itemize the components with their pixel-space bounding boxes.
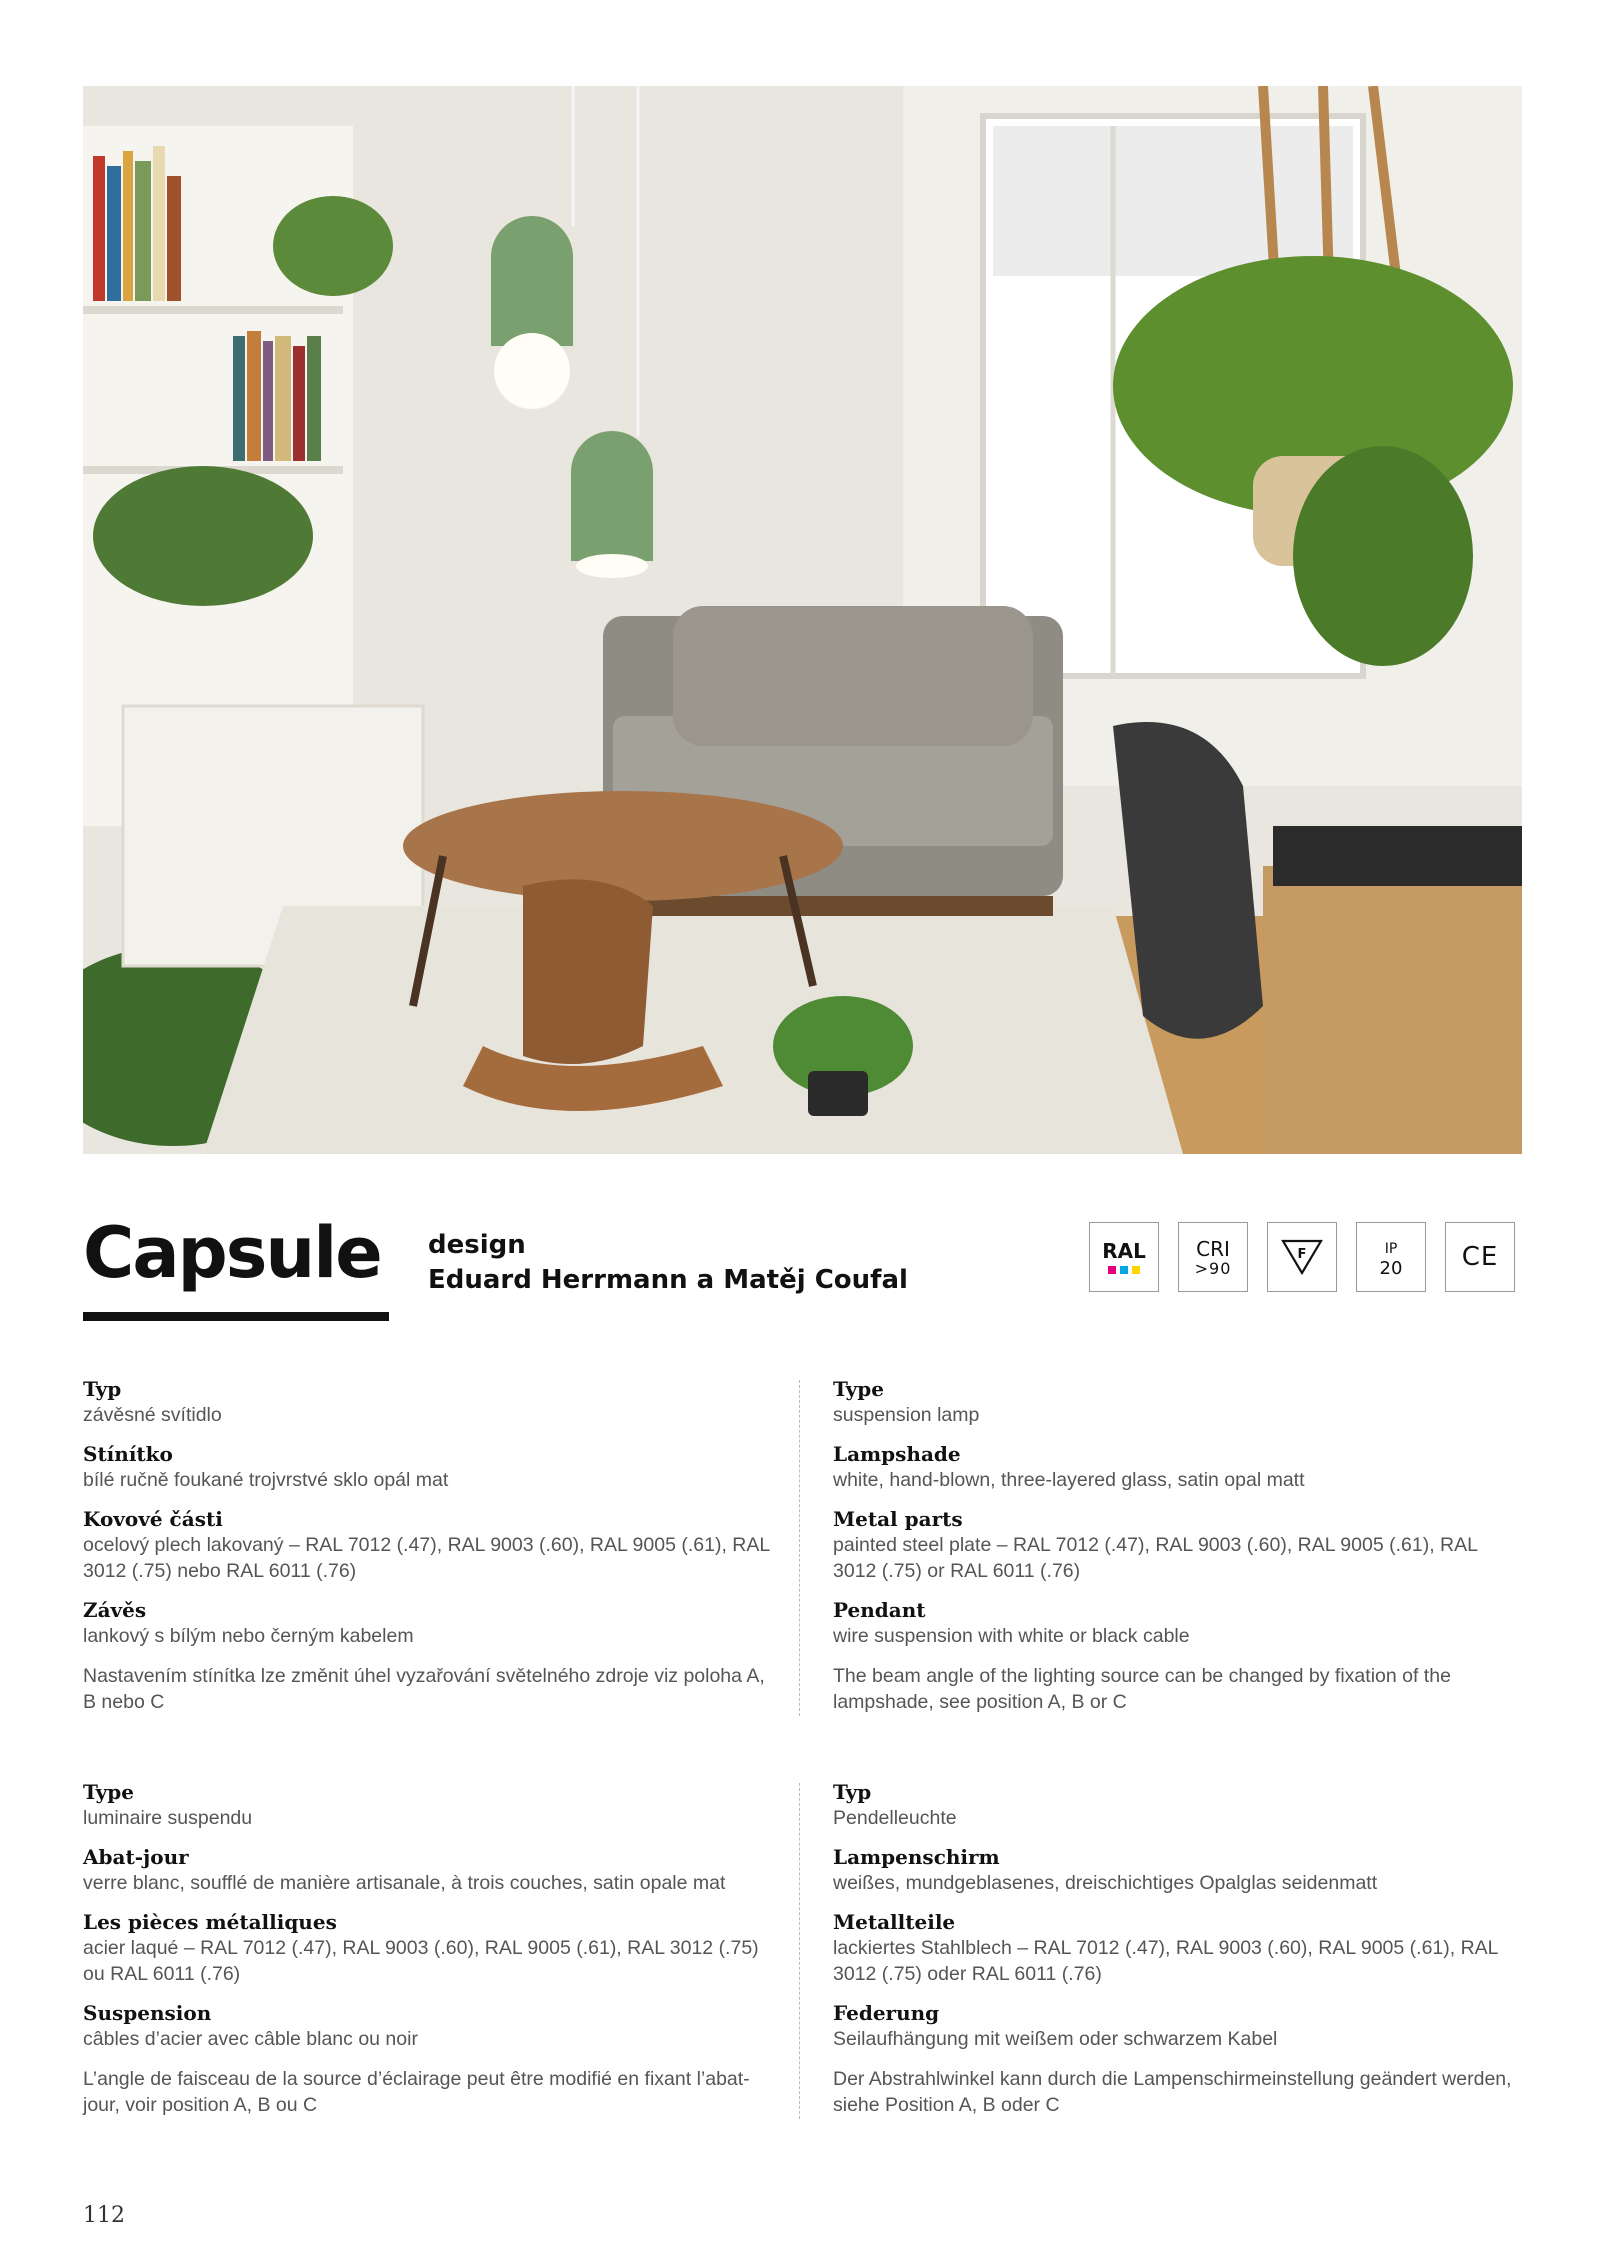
spec-label: Pendant [833, 1598, 926, 1622]
spec-value: Seilaufhängung mit weißem oder schwarzem Kabel [833, 2028, 1278, 2050]
spec-note: L’angle de faisceau de la source d’éclairage peut être modifié en fixant l’abat-jour, voir position A, B ou C [83, 2068, 750, 2116]
design-credit [428, 1228, 908, 1298]
designer-names: Eduard Herrmann a Matěj Coufal [428, 1265, 908, 1295]
spec-label: Metallteile [833, 1910, 956, 1934]
spec-value: lackiertes Stahlblech – RAL 7012 (.47), RAL 9003 (.60), RAL 9005 (.61), RAL 3012 (.75) oder RAL 6011 (.76) [833, 1937, 1498, 1985]
certification-badges [1089, 1222, 1515, 1292]
spec-column-cz [83, 1377, 773, 1715]
spec-value: acier laqué – RAL 7012 (.47), RAL 9003 (.60), RAL 9005 (.61), RAL 3012 (.75) ou RAL 6011 (.76) [83, 1937, 759, 1985]
spec-item [83, 1442, 773, 1493]
ip-badge [1356, 1222, 1426, 1292]
spec-item [833, 1598, 1523, 1649]
spec-item [83, 2001, 773, 2052]
cri-label: CRI [1196, 1236, 1230, 1261]
spec-label: Lampshade [833, 1442, 961, 1466]
yellow-swatch [1132, 1266, 1140, 1274]
spec-label: Závěs [83, 1598, 147, 1622]
ral-badge-label: RAL [1102, 1239, 1146, 1263]
spec-label: Abat-jour [83, 1845, 189, 1869]
spec-column-de [833, 1780, 1523, 2118]
spec-value: luminaire suspendu [83, 1807, 253, 1829]
spec-item [833, 1442, 1523, 1493]
page-number: 112 [83, 2203, 125, 2228]
design-label: design [428, 1230, 526, 1260]
spec-item [833, 1377, 1523, 1428]
column-divider [799, 1783, 800, 2119]
magenta-swatch [1108, 1266, 1116, 1274]
spec-value: závěsné svítidlo [83, 1404, 222, 1426]
interior-photo [83, 86, 1522, 1154]
cyan-swatch [1120, 1266, 1128, 1274]
spec-label: Kovové části [83, 1507, 223, 1531]
spec-label: Lampenschirm [833, 1845, 1000, 1869]
ip-label: IP [1384, 1240, 1398, 1257]
spec-value: verre blanc, soufflé de manière artisanale, à trois couches, satin opale mat [83, 1872, 726, 1894]
ce-badge [1445, 1222, 1515, 1292]
spec-item [833, 1780, 1523, 1831]
spec-value: Pendelleuchte [833, 1807, 957, 1829]
ral-badge [1089, 1222, 1159, 1292]
spec-item [83, 1780, 773, 1831]
spec-item [83, 1507, 773, 1584]
spec-column-fr [83, 1780, 773, 2118]
ce-mark: CE [1461, 1242, 1499, 1272]
spec-value: ocelový plech lakovaný – RAL 7012 (.47), RAL 9003 (.60), RAL 9005 (.61), RAL 3012 (.75) nebo RAL 6011 (.76) [83, 1534, 770, 1582]
spec-item [833, 1910, 1523, 1987]
spec-value: câbles d’acier avec câble blanc ou noir [83, 2028, 418, 2050]
spec-item [83, 1910, 773, 1987]
spec-label: Stínítko [83, 1442, 173, 1466]
spec-label: Type [833, 1377, 885, 1401]
f-mark-letter: F [1297, 1247, 1307, 1262]
spec-column-en [833, 1377, 1523, 1715]
spec-label: Les pièces métalliques [83, 1910, 337, 1934]
title-underline [83, 1312, 389, 1321]
column-divider [799, 1380, 800, 1716]
ip-value: 20 [1379, 1257, 1403, 1279]
living-room-scene [83, 86, 1522, 1154]
spec-note: Nastavením stínítka lze změnit úhel vyzařování světelného zdroje viz poloha A, B nebo C [83, 1665, 765, 1713]
spec-label: Type [83, 1780, 135, 1804]
product-title: Capsule [83, 1212, 381, 1294]
spec-value: wire suspension with white or black cable [833, 1625, 1190, 1647]
spec-value: suspension lamp [833, 1404, 980, 1426]
spec-item [83, 1377, 773, 1428]
spec-label: Suspension [83, 2001, 212, 2025]
spec-note: Der Abstrahlwinkel kann durch die Lampenschirmeinstellung geändert werden, siehe Position A, B oder C [833, 2068, 1512, 2116]
spec-value: painted steel plate – RAL 7012 (.47), RAL 9003 (.60), RAL 9005 (.61), RAL 3012 (.75) or RAL 6011 (.76) [833, 1534, 1478, 1582]
f-mark-badge [1267, 1222, 1337, 1292]
spec-value: weißes, mundgeblasenes, dreischichtiges Opalglas seidenmatt [833, 1872, 1378, 1894]
spec-label: Typ [83, 1377, 122, 1401]
spec-label: Metal parts [833, 1507, 963, 1531]
spec-item [83, 1845, 773, 1896]
cmy-swatches [1108, 1266, 1140, 1274]
spec-item [833, 2001, 1523, 2052]
spec-item [83, 1598, 773, 1649]
cri-value: >90 [1194, 1258, 1232, 1278]
spec-label: Federung [833, 2001, 940, 2025]
spec-value: bílé ručně foukané trojvrstvé sklo opál mat [83, 1469, 449, 1491]
f-triangle-icon [1280, 1237, 1324, 1277]
spec-value: lankový s bílým nebo černým kabelem [83, 1625, 414, 1647]
cri-badge [1178, 1222, 1248, 1292]
spec-note: The beam angle of the lighting source can be changed by fixation of the lampshade, see position A, B or C [833, 1665, 1451, 1713]
spec-item [833, 1507, 1523, 1584]
spec-label: Typ [833, 1780, 872, 1804]
spec-item [833, 1845, 1523, 1896]
spec-value: white, hand-blown, three-layered glass, satin opal matt [833, 1469, 1305, 1491]
